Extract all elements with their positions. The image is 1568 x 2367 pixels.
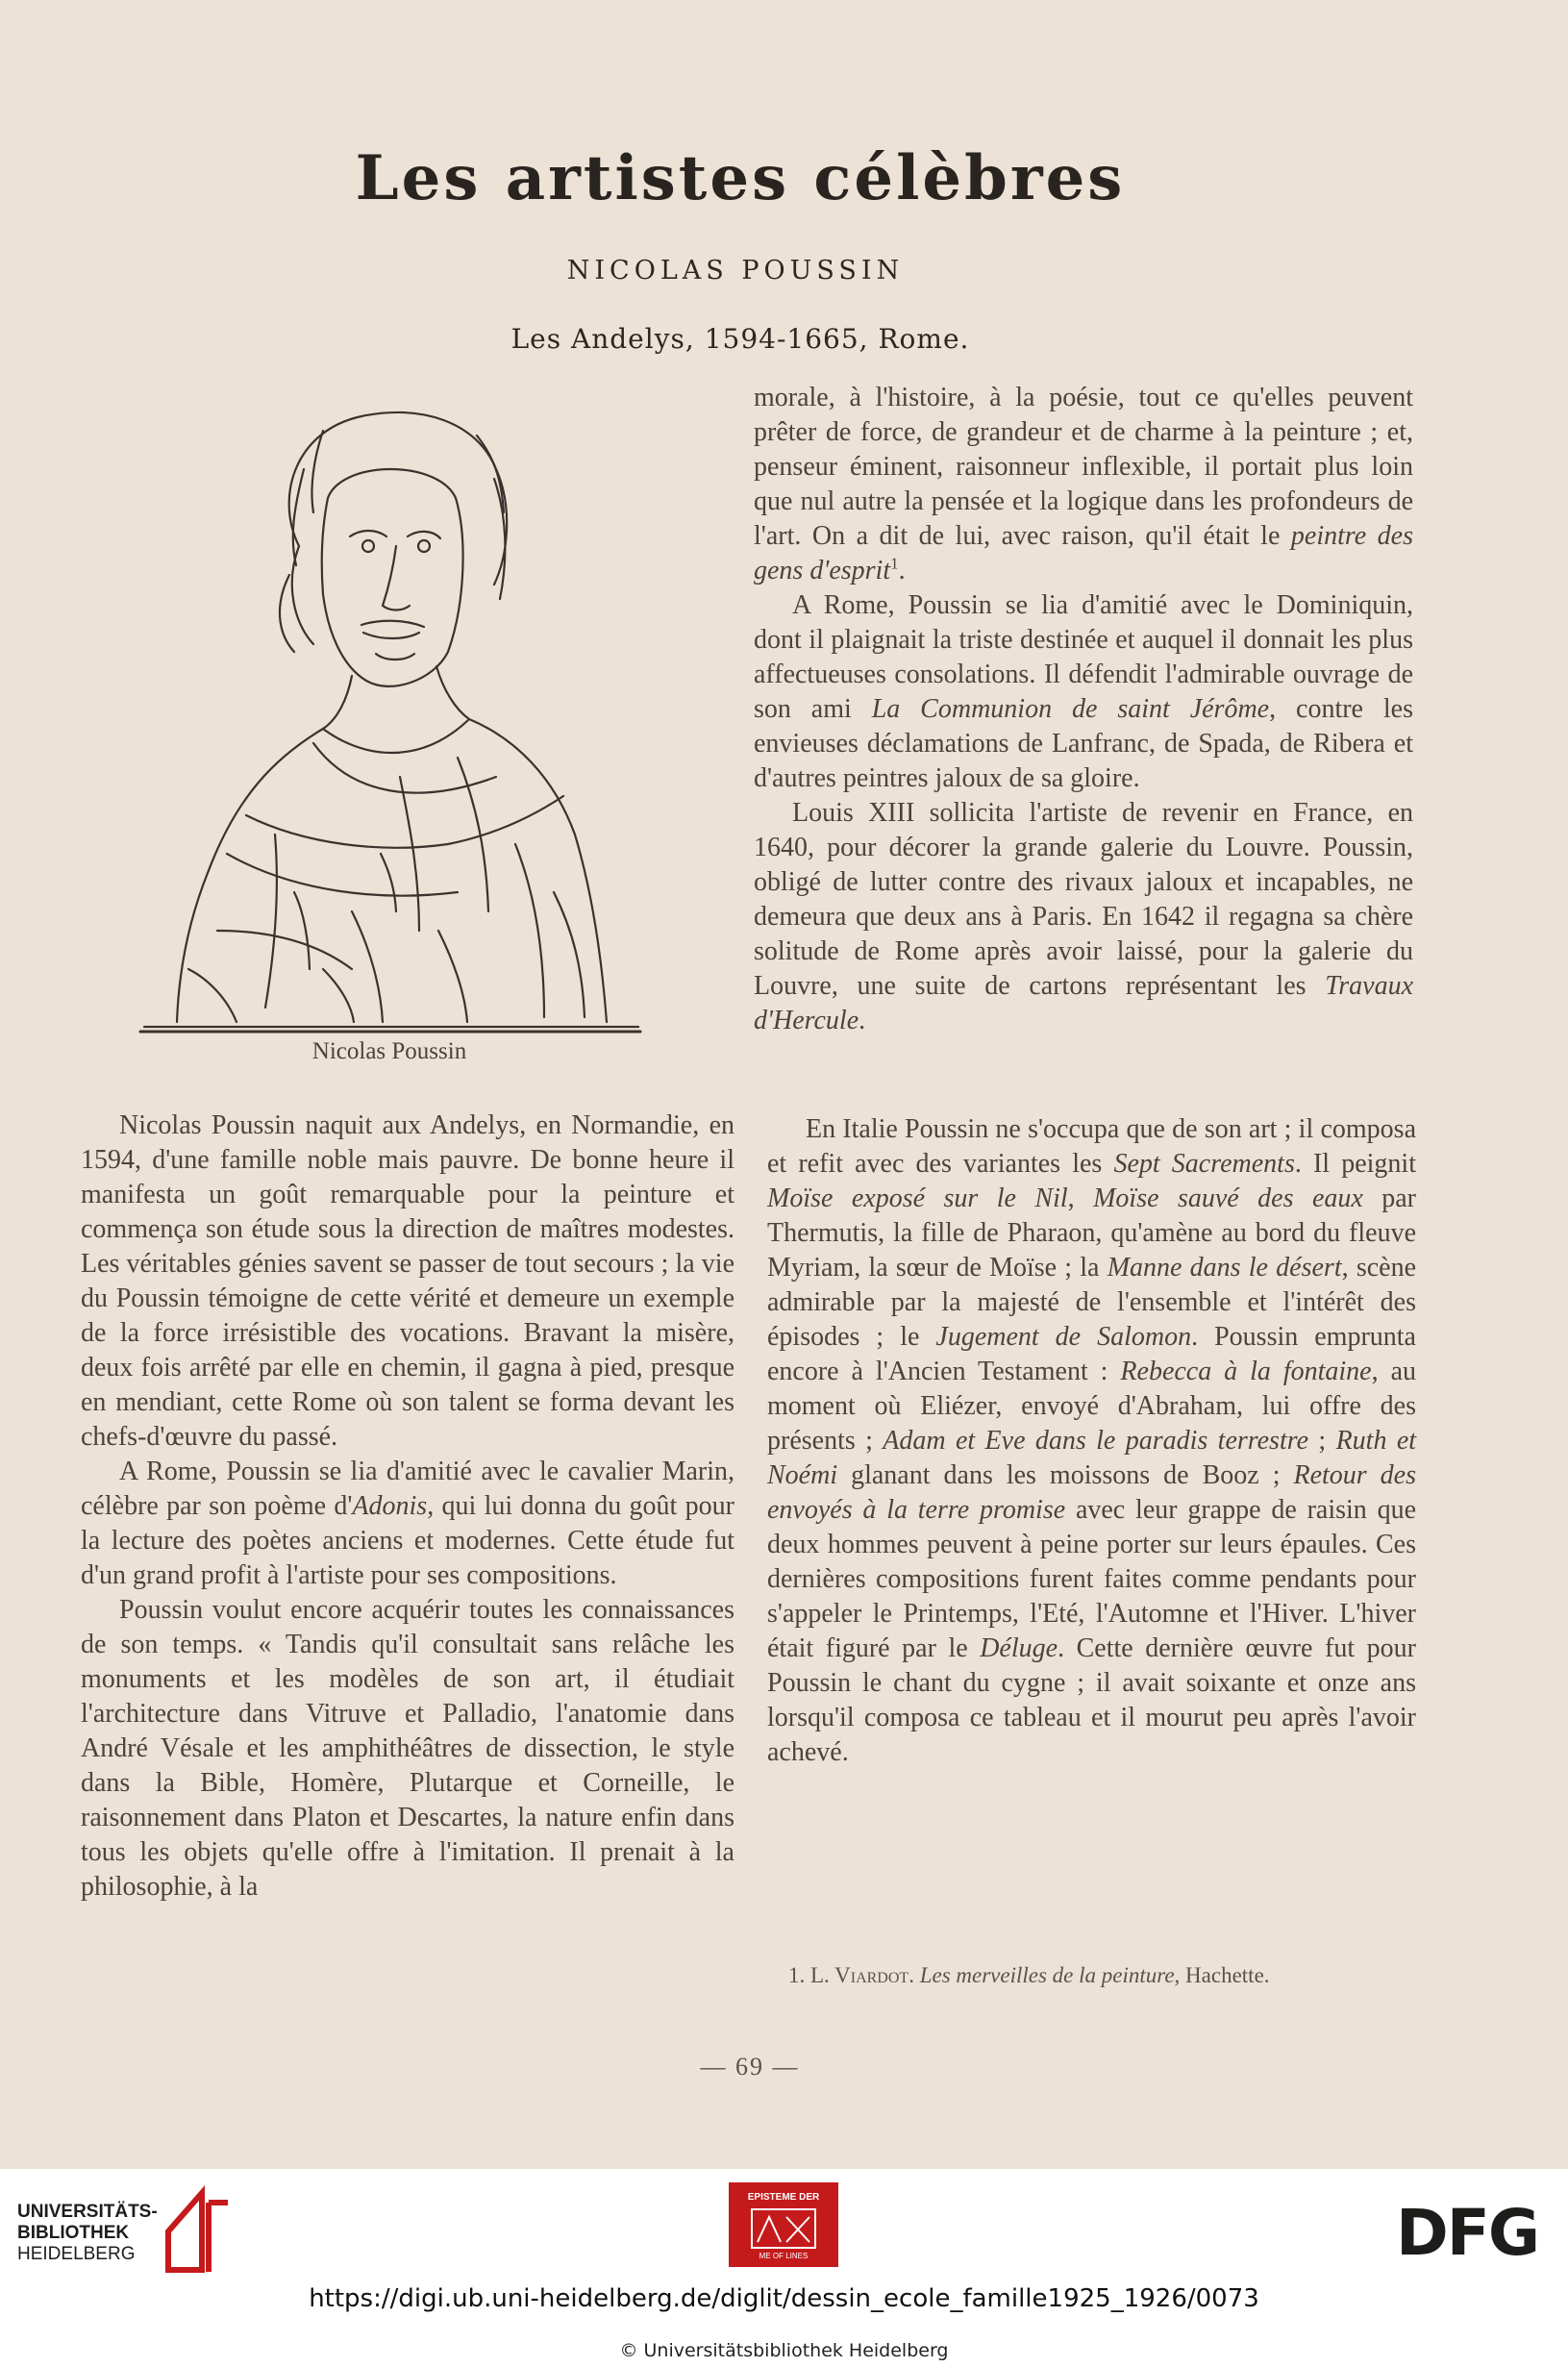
paragraph: Nicolas Poussin naquit aux Andelys, en Normandie, en 1594, d'une famille noble mais pauvre. De bonne heure il manifesta un goût remarquable pour la peinture et commença son étude sous la direction de maîtres modestes. Les véritables génies savent se passer de tout secours ; la vie du Poussin témoigne de cette vérité et demeure un exemple de la force irrésistible des vocations. Bravant la misère, deux fois arrêté par elle en chemin, il gagna à pied, presque en mendiant, cette Rome où son talent se forma devant les chefs-d'œuvre du passé. <box>81 1110 734 1452</box>
library-logo-text[interactable]: UNIVERSITÄTS- BIBLIOTHEK HEIDELBERG <box>17 2202 158 2264</box>
portrait-caption: Nicolas Poussin <box>311 1038 467 1064</box>
copyright-notice: © Universitätsbibliothek Heidelberg <box>619 2340 949 2361</box>
episteme-logo[interactable]: EPISTEME DER ME OF LINES <box>729 2182 838 2267</box>
paragraph: A Rome, Poussin se lia d'amitié avec le cavalier Marin, célèbre par son poème d'Adonis, qui lui donna du goût pour la lecture des poètes anciens et modernes. Cette étude fut d'un grand profit à l'artiste pour ses compositions. <box>81 1457 734 1590</box>
footnote: 1. L. Viardot. Les merveilles de la peinture, Hachette. <box>788 1963 1270 1987</box>
paragraph: Louis XIII sollicita l'artiste de revenir en France, en 1640, pour décorer la grande galerie du Louvre. Poussin, obligé de lutter contre des rivaux jaloux et incapables, ne demeura que deux ans à Paris. En 1642 il regagna sa chère solitude de Rome après avoir laissé, pour la galerie du Louvre, une suite de cartons représentant les Travaux d'Hercule. <box>754 798 1413 1035</box>
paragraph: A Rome, Poussin se lia d'amitié avec le Dominiquin, dont il plaignait la triste destinée et auquel il donnait les plus affectueuses consolations. Il défendit l'admirable ouvrage de son ami La Communion de saint Jérôme, contre les envieuses déclamations de Lanfranc, de Spada, de Ribera et d'autres peintres jaloux de sa gloire. <box>754 590 1413 793</box>
dfg-logo[interactable]: DFG <box>1396 2196 1539 2270</box>
viewer-footer <box>0 2169 1568 2367</box>
place-dates: Les Andelys, 1594-1665, Rome. <box>510 323 970 355</box>
column-right-bottom <box>767 1112 1416 1770</box>
paragraph: Poussin voulut encore acquérir toutes les connaissances de son temps. « Tandis qu'il consultait sans relâche les monuments et les modèles de son art, il étudiait l'architecture dans Vitruve et Palladio, l'anatomie dans André Vésale et les amphithéâtres de dissection, le style dans la Bible, Homère, Plutarque et Corneille, le raisonnement dans Platon et Descartes, la nature enfin dans tous les objets qu'elle offre à l'imitation. Il prenait à la philosophie, à la <box>81 1595 734 1902</box>
library-logo-icon <box>159 2183 236 2280</box>
column-left <box>81 1109 734 1905</box>
footnote-marker: 1 <box>890 554 899 573</box>
paragraph: En Italie Poussin ne s'occupa que de son art ; il composa et refit avec des variantes les Sept Sacrements. Il peignit Moïse exposé sur le Nil, Moïse sauvé des eaux par Thermutis, la fille de Pharaon, qu'amène au bord du fleuve Myriam, la sœur de Moïse ; la Manne dans le désert, scène admirable par la majesté de l'ensemble et l'intérêt des épisodes ; le Jugement de Salomon. Poussin emprunta encore à l'Ancien Testament : Rebecca à la fontaine, au moment où Eliézer, envoyé d'Abraham, lui offre des présents ; Adam et Eve dans le paradis terrestre ; Ruth et Noémi glanant dans les moissons de Booz ; Retour des envoyés à la terre promise avec leur grappe de raisin que deux hommes peuvent à peine porter sur leurs épaules. Ces dernières compositions furent faites comme pendants pour s'appeler le Printemps, l'Eté, l'Automne et l'Hiver. L'hiver était figuré par le Déluge. Cette dernière œuvre fut pour Poussin le chant du cygne ; il avait soixante et onze ans lorsqu'il composa ce tableau et il mourut peu après l'avoir achevé. <box>767 1114 1417 1767</box>
portrait-engraving <box>131 392 648 1036</box>
permalink-url[interactable]: https://digi.ub.uni-heidelberg.de/diglit/dessin_ecole_famille1925_1926/0073 <box>309 2284 1259 2313</box>
article-title: Les artistes célèbres <box>355 142 1126 214</box>
paragraph: morale, à l'histoire, à la poésie, tout ce qu'elles peuvent prêter de force, de grandeur et de charme à la peinture ; et, penseur éminent, raisonneur inflexible, il portait plus loin que nul autre la pensée et la logique dans les profondeurs de l'art. On a dit de lui, avec raison, qu'il était le peintre des gens d'esprit$^1$. <box>754 383 1413 586</box>
page-number: — 69 — <box>700 2053 800 2080</box>
article-subtitle: NICOLAS POUSSIN <box>566 256 905 286</box>
episteme-logo-icon <box>750 2207 817 2250</box>
column-right-top <box>754 381 1413 1038</box>
